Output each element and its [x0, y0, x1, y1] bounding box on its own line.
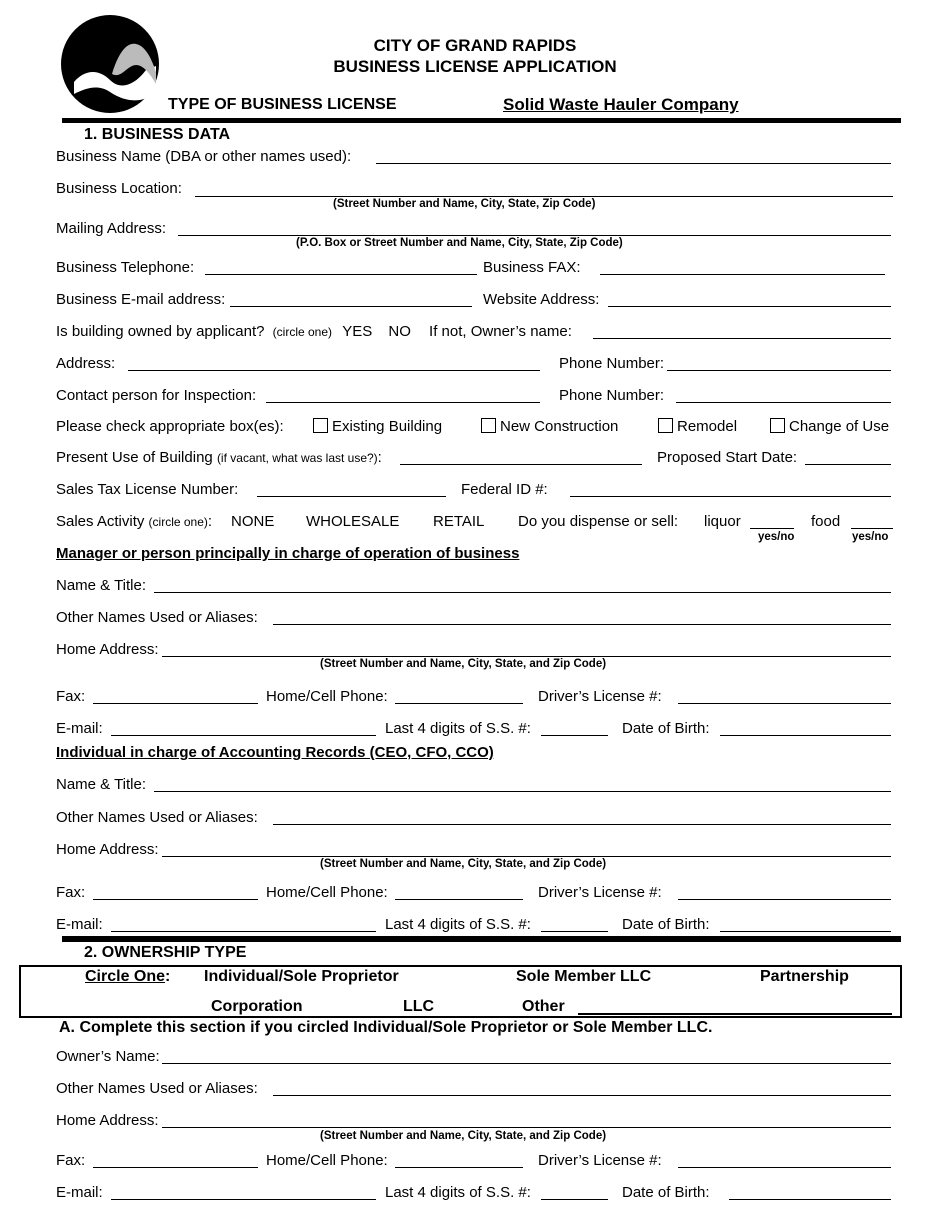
phone-label-2: Phone Number:: [559, 387, 665, 404]
ownership-individual[interactable]: Individual/Sole Proprietor: [204, 968, 399, 985]
owner-cell-label: Home/Cell Phone:: [266, 1152, 388, 1169]
owner-home-address-field[interactable]: [162, 1127, 891, 1128]
owner-cell-field[interactable]: [395, 1167, 523, 1168]
website-field[interactable]: [608, 306, 891, 307]
option-yes[interactable]: YES: [342, 323, 373, 340]
building-owned-row: [56, 323, 572, 340]
business-telephone-label: Business Telephone:: [56, 259, 195, 276]
accounting-heading: Individual in charge of Accounting Records (CEO, CFO, CCO): [56, 744, 494, 761]
liquor-yesno: yes/no: [758, 531, 795, 543]
mailing-caption: (P.O. Box or Street Number and Name, City, State, Zip Code): [296, 237, 623, 249]
address-label: Address:: [56, 355, 116, 372]
owner-ssn-label: Last 4 digits of S.S. #:: [385, 1184, 531, 1201]
accounting-name-label: Name & Title:: [56, 776, 147, 793]
owner-home-caption: (Street Number and Name, City, State, and Zip Code): [320, 1130, 607, 1142]
accounting-fax-label: Fax:: [56, 884, 86, 901]
manager-home-caption: (Street Number and Name, City, State, and Zip Code): [320, 658, 607, 670]
business-fax-label: Business FAX:: [483, 259, 581, 276]
manager-home-address-field[interactable]: [162, 656, 891, 657]
address-field[interactable]: [128, 370, 540, 371]
sales-activity-label: Sales Activity: [56, 513, 145, 530]
food-field[interactable]: [851, 528, 893, 529]
business-name-label: Business Name (DBA or other names used):: [56, 148, 352, 165]
ownership-llc[interactable]: LLC: [403, 998, 435, 1015]
federal-id-field[interactable]: [570, 496, 891, 497]
owner-home-address-label: Home Address:: [56, 1112, 159, 1129]
manager-name-label: Name & Title:: [56, 577, 147, 594]
accounting-email-field[interactable]: [111, 931, 376, 932]
checkbox-existing-building[interactable]: Existing Building: [313, 418, 442, 435]
contact-label: Contact person for Inspection:: [56, 387, 257, 404]
manager-drivers-field[interactable]: [678, 703, 891, 704]
location-caption: (Street Number and Name, City, State, Zip Code): [333, 198, 596, 210]
business-fax-field[interactable]: [600, 274, 885, 275]
owner-email-field[interactable]: [111, 1199, 376, 1200]
sales-option-none[interactable]: NONE: [231, 513, 275, 530]
accounting-dob-label: Date of Birth:: [622, 916, 710, 933]
owner-fax-label: Fax:: [56, 1152, 86, 1169]
checkbox-change-of-use[interactable]: Change of Use: [770, 418, 889, 435]
owner-name-field-a[interactable]: [162, 1063, 891, 1064]
owner-name-label-a: Owner’s Name:: [56, 1048, 160, 1065]
owner-drivers-field[interactable]: [678, 1167, 891, 1168]
accounting-dob-field[interactable]: [720, 931, 891, 932]
liquor-label: liquor: [704, 513, 741, 530]
present-use-note: (if vacant, what was last use?): [216, 451, 378, 465]
manager-home-address-label: Home Address:: [56, 641, 159, 658]
accounting-home-address-label: Home Address:: [56, 841, 159, 858]
phone-field-1[interactable]: [667, 370, 891, 371]
checkbox-icon: [313, 418, 328, 433]
food-label: food: [811, 513, 841, 530]
federal-id-label: Federal ID #:: [461, 481, 548, 498]
checkbox-icon: [770, 418, 785, 433]
manager-fax-label: Fax:: [56, 688, 86, 705]
owner-dob-label: Date of Birth:: [622, 1184, 710, 1201]
sales-tax-field[interactable]: [257, 496, 446, 497]
business-location-field[interactable]: [195, 196, 893, 197]
owner-name-field[interactable]: [593, 338, 891, 339]
license-type-value: Solid Waste Hauler Company: [503, 95, 739, 114]
present-use-label: Present Use of Building: [56, 449, 213, 466]
accounting-aliases-field[interactable]: [273, 824, 891, 825]
start-date-label: Proposed Start Date:: [657, 449, 798, 466]
accounting-email-label: E-mail:: [56, 916, 103, 933]
manager-heading: Manager or person principally in charge of operation of business: [56, 545, 520, 562]
sales-option-wholesale[interactable]: WHOLESALE: [306, 513, 400, 530]
manager-aliases-field[interactable]: [273, 624, 891, 625]
dispense-label: Do you dispense or sell:: [518, 513, 679, 530]
accounting-drivers-label: Driver’s License #:: [538, 884, 662, 901]
sales-option-retail[interactable]: RETAIL: [433, 513, 485, 530]
manager-cell-field[interactable]: [395, 703, 523, 704]
business-email-field[interactable]: [230, 306, 472, 307]
accounting-ssn-field[interactable]: [541, 931, 608, 932]
accounting-fax-field[interactable]: [93, 899, 258, 900]
license-type-label: TYPE OF BUSINESS LICENSE: [168, 96, 397, 113]
accounting-aliases-label: Other Names Used or Aliases:: [56, 809, 258, 826]
manager-fax-field[interactable]: [93, 703, 258, 704]
start-date-field[interactable]: [805, 464, 891, 465]
sales-activity-row: Sales Activity (circle one):: [56, 513, 213, 530]
ownership-other-field[interactable]: [578, 1013, 892, 1015]
owner-drivers-label: Driver’s License #:: [538, 1152, 662, 1169]
manager-drivers-label: Driver’s License #:: [538, 688, 662, 705]
accounting-ssn-label: Last 4 digits of S.S. #:: [385, 916, 531, 933]
owner-dob-field[interactable]: [729, 1199, 891, 1200]
sales-circle-note: (circle one): [148, 515, 208, 529]
food-yesno: yes/no: [852, 531, 889, 543]
ownership-other[interactable]: Other: [522, 998, 565, 1015]
title-city: CITY OF GRAND RAPIDS: [373, 36, 577, 55]
manager-name-field[interactable]: [154, 592, 891, 593]
website-label: Website Address:: [483, 291, 600, 308]
owner-ssn-field[interactable]: [541, 1199, 608, 1200]
accounting-drivers-field[interactable]: [678, 899, 891, 900]
manager-dob-field[interactable]: [720, 735, 891, 736]
phone-label-1: Phone Number:: [559, 355, 665, 372]
manager-ssn-field[interactable]: [541, 735, 608, 736]
owner-aliases-label: Other Names Used or Aliases:: [56, 1080, 258, 1097]
accounting-home-caption: (Street Number and Name, City, State, and Zip Code): [320, 858, 607, 870]
header-rule: [62, 118, 901, 123]
checkbox-new-construction[interactable]: New Construction: [481, 418, 618, 435]
phone-field-2[interactable]: [676, 402, 891, 403]
business-telephone-field[interactable]: [205, 274, 477, 275]
mailing-address-label: Mailing Address:: [56, 220, 167, 237]
circle-one-label: Circle One:: [85, 968, 171, 985]
contact-field[interactable]: [266, 402, 540, 403]
circle-one-note: (circle one): [272, 325, 333, 339]
building-owned-label: Is building owned by applicant?: [56, 323, 265, 340]
present-use-field[interactable]: [400, 464, 642, 465]
ownership-partnership[interactable]: Partnership: [760, 968, 849, 985]
business-name-field[interactable]: [376, 163, 891, 164]
present-use-row: Present Use of Building (if vacant, what was last use?):: [56, 449, 382, 466]
ownership-corporation[interactable]: Corporation: [211, 998, 303, 1015]
manager-email-field[interactable]: [111, 735, 376, 736]
owner-aliases-field[interactable]: [273, 1095, 891, 1096]
accounting-cell-field[interactable]: [395, 899, 523, 900]
option-no[interactable]: NO: [388, 323, 411, 340]
manager-ssn-label: Last 4 digits of S.S. #:: [385, 720, 531, 737]
section-a-heading: A. Complete this section if you circled Individual/Sole Proprietor or Sole Member LLC.: [59, 1019, 713, 1036]
mailing-address-field[interactable]: [178, 235, 891, 236]
checkbox-icon: [481, 418, 496, 433]
liquor-field[interactable]: [750, 528, 794, 529]
owner-fax-field[interactable]: [93, 1167, 258, 1168]
ownership-sole-member-llc[interactable]: Sole Member LLC: [516, 968, 652, 985]
owner-email-label: E-mail:: [56, 1184, 103, 1201]
title-application: BUSINESS LICENSE APPLICATION: [333, 57, 617, 76]
section-business-data: 1. BUSINESS DATA: [84, 126, 231, 143]
accounting-cell-label: Home/Cell Phone:: [266, 884, 388, 901]
checkbox-remodel[interactable]: Remodel: [658, 418, 737, 435]
manager-aliases-label: Other Names Used or Aliases:: [56, 609, 258, 626]
checkbox-icon: [658, 418, 673, 433]
manager-cell-label: Home/Cell Phone:: [266, 688, 388, 705]
business-email-label: Business E-mail address:: [56, 291, 226, 308]
sales-tax-label: Sales Tax License Number:: [56, 481, 239, 498]
section-ownership-type: 2. OWNERSHIP TYPE: [84, 944, 247, 961]
check-label: Please check appropriate box(es):: [56, 418, 284, 435]
manager-email-label: E-mail:: [56, 720, 103, 737]
accounting-home-address-field[interactable]: [162, 856, 891, 857]
accounting-name-field[interactable]: [154, 791, 891, 792]
manager-dob-label: Date of Birth:: [622, 720, 710, 737]
section2-rule: [62, 936, 901, 942]
business-location-label: Business Location:: [56, 180, 182, 197]
owner-name-label: If not, Owner’s name:: [429, 323, 572, 340]
